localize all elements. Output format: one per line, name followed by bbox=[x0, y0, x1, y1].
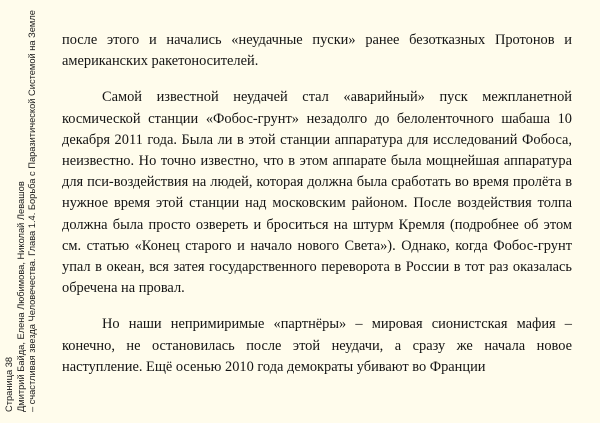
paragraph-3: Но наши непримиримые «партнёры» – мировая сионистская мафия – конечно, не остановилась после этой неудачи, а сразу же начала новое наступление. Ещё осенью 2010 года демократы убивают во Франции bbox=[62, 316, 572, 375]
paragraph-gap bbox=[62, 72, 572, 87]
page-sidebar bbox=[0, 0, 56, 423]
sidebar-caption bbox=[4, 12, 39, 412]
paragraph-2: Самой известной неудачей стал «аварийный» пуск межпланетной космической станции «Фобос-грунт» незадолго до белоленточного шабаша 10 декабря 2011 года. Была ли в этой станции аппаратура для исследований Фобоса, неизвестно. Но точно известно, что в этом аппарате была мощнейшая аппаратура для пси-воздействия на людей, которая должна была сработать во время пролёта в нужное время этой станции над московским районом. После воздействия толпа должна была просто озвереть и броситься на штурм Кремля (подробнее об этом см. статью «Конец старого и начало нового Света»). Однако, когда Фобос-грунт упал в океан, вся затея государственного переворота в России в тот раз оказалась обречена на провал. bbox=[62, 89, 572, 297]
paragraph-1: после этого и начались «неудачные пуски» ранее безотказных Протонов и американских ракетоносителей. bbox=[62, 32, 572, 70]
main-text bbox=[62, 30, 572, 378]
authors-line: Дмитрий Байда, Елена Любимова, Николай Левашов bbox=[15, 181, 26, 412]
paragraph-gap bbox=[62, 299, 572, 314]
chapter-line: – счастливая звезда Человечества. Глава 1.4. Борьба с Паразитической Системой на Земле bbox=[27, 10, 38, 412]
page-number: Страница 38 bbox=[4, 356, 14, 412]
